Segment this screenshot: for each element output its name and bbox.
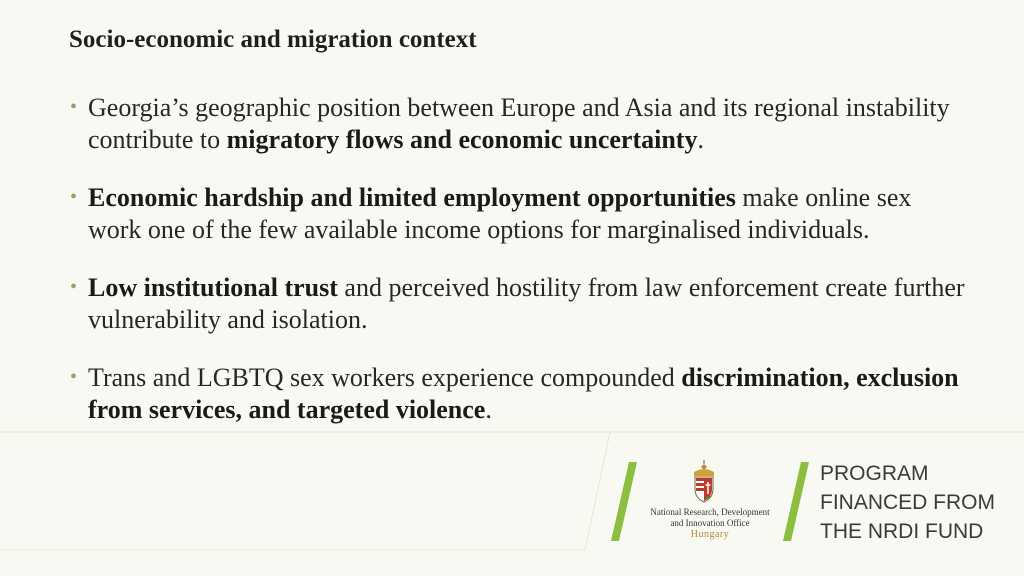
bullet-text: Trans and LGBTQ sex workers experience compounded <box>88 363 682 392</box>
bullet-list <box>70 92 970 426</box>
green-slash-right <box>783 462 809 541</box>
bullet-text: and perceived hostility from law enforcement create further vulnerability and isolation. <box>88 273 965 334</box>
office-country: Hungary <box>690 529 730 540</box>
bullet-item <box>70 362 970 426</box>
program-line-3: THE NRDI FUND <box>820 520 984 543</box>
bullet-item <box>70 272 970 336</box>
office-line-2: and Innovation Office <box>670 518 750 528</box>
bullet-marker-icon: • <box>70 186 78 208</box>
bullet-item <box>70 92 970 156</box>
bullet-emphasis: Low institutional trust <box>88 273 338 302</box>
bullet-marker-icon: • <box>70 96 78 118</box>
bullet-marker-icon: • <box>70 276 78 298</box>
program-line-1: PROGRAM <box>820 462 929 485</box>
slide-title: Socio-economic and migration context <box>69 26 477 53</box>
bullet-text: Georgia’s geographic position between Europe and Asia and its regional instability contribute to <box>88 93 950 154</box>
green-slash-left <box>611 462 637 541</box>
bullet-marker-icon: • <box>70 366 78 388</box>
program-financed-label <box>820 459 995 546</box>
bullet-text: . <box>485 395 492 424</box>
bullet-emphasis: Economic hardship and limited employment opportunities <box>88 183 736 212</box>
hungary-coat-of-arms-icon <box>694 460 714 502</box>
program-line-2: FINANCED FROM <box>820 491 995 514</box>
bullet-text: make online sex work one of the few available income options for marginalised individuals. <box>88 183 912 244</box>
bullet-text: . <box>697 125 704 154</box>
office-line-1: National Research, Development <box>650 507 770 517</box>
bullet-emphasis: migratory flows and economic uncertainty <box>226 125 698 154</box>
bullet-emphasis: discrimination, exclusion from services, and targeted violence <box>88 363 959 424</box>
bullet-item <box>70 182 970 246</box>
nrdi-office-label <box>640 507 780 540</box>
